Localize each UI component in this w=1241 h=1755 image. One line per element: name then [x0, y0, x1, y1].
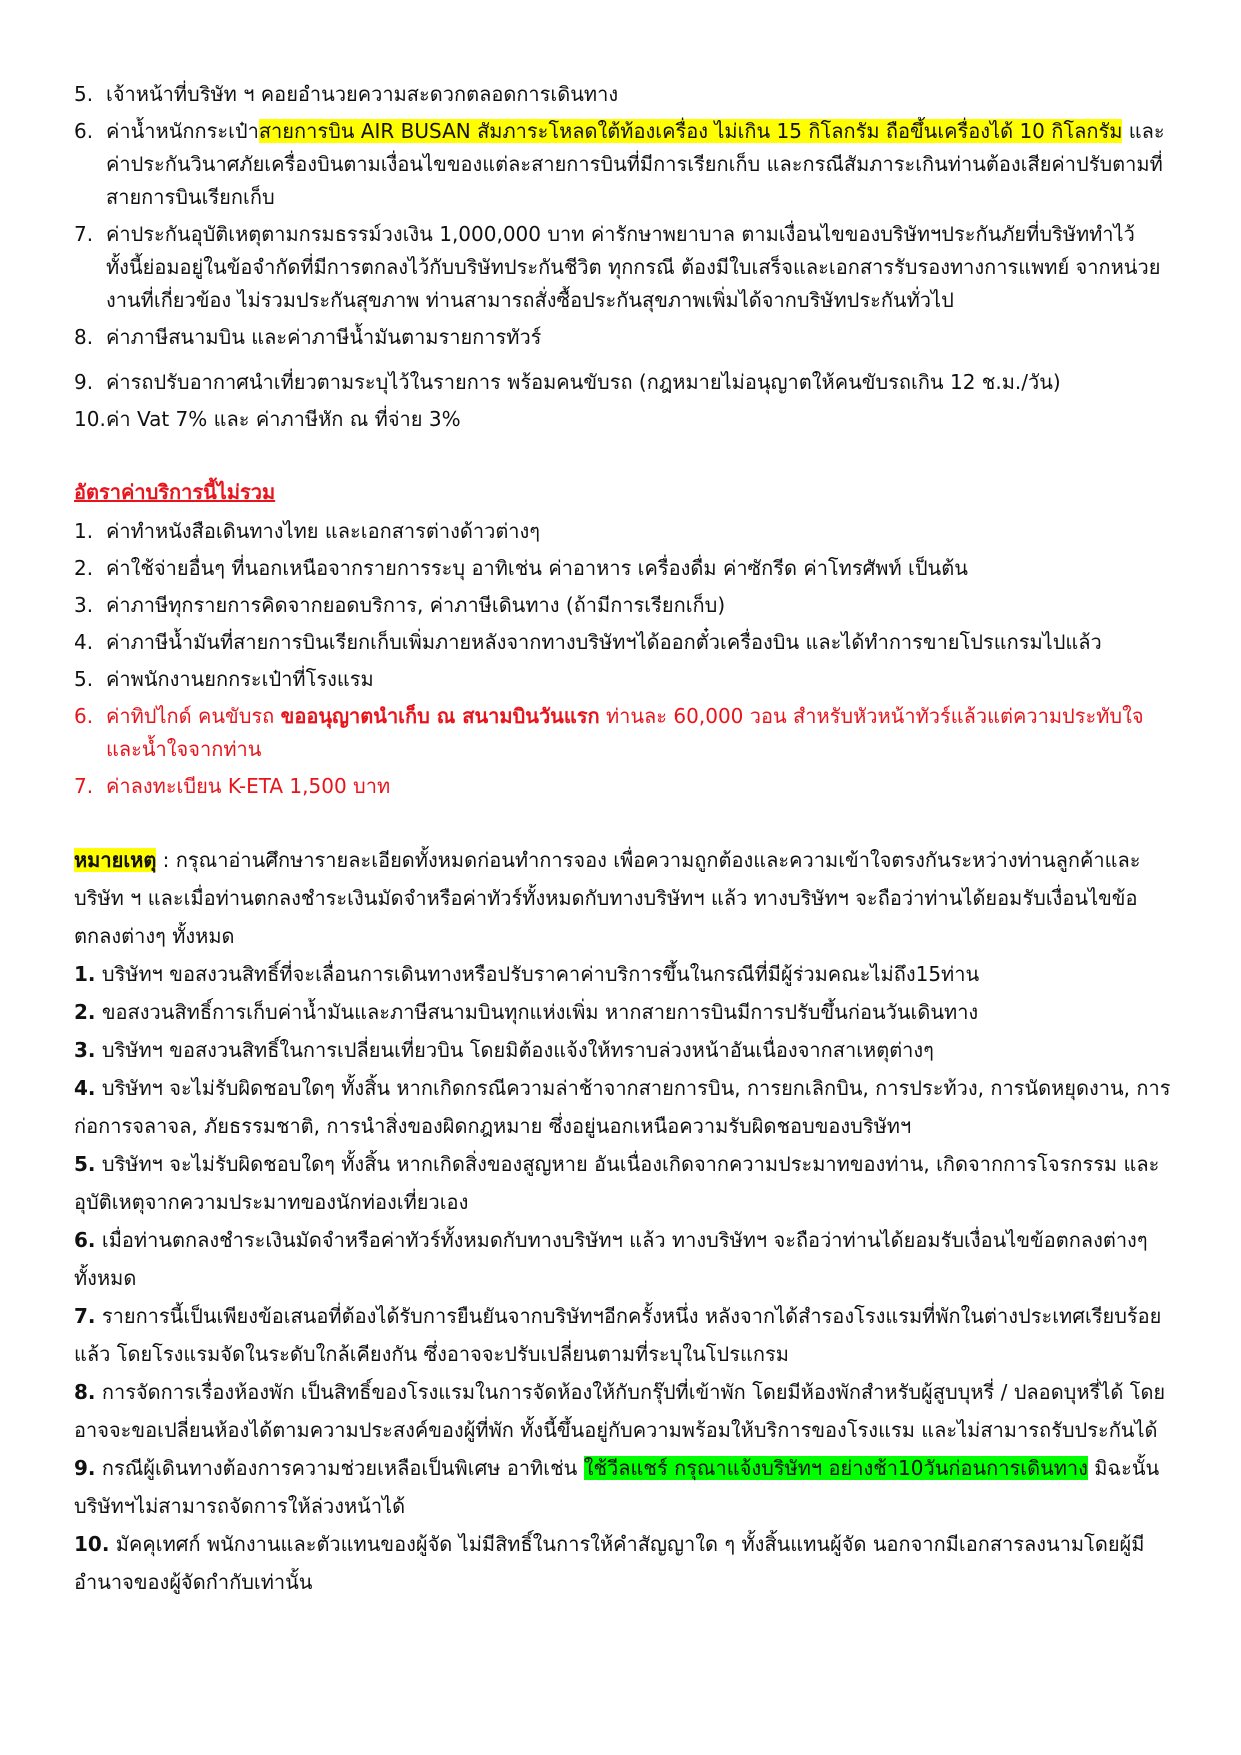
- note-item: 3. บริษัทฯ ขอสงวนสิทธิ์ในการเปลี่ยนเที่ยวบิน โดยมิต้องแจ้งให้ทราบล่วงหน้าอันเนื่องจากสาเหตุต่างๆ: [74, 1038, 934, 1062]
- note-item: 7. รายการนี้เป็นเพียงข้อเสนอที่ต้องได้รับการยืนยันจากบริษัทฯอีกครั้งหนึ่ง หลังจากได้สำรองโรงแรมที่พักในต่างประเทศเรียบร้อยแล้ว โดยโรงแรมจัดในระดับใกล้เคียงกัน ซึ่งอาจจะปรับเปลี่ยนตามที่ระบุในโปรแกรม: [74, 1304, 1162, 1366]
- note-item: 6. เมื่อท่านตกลงชำระเงินมัดจำหรือค่าทัวร์ทั้งหมดกับทางบริษัทฯ แล้ว ทางบริษัทฯ จะถือว่าท่านได้ยอมรับเงื่อนไขข้อตกลงต่างๆ ทั้งหมด: [74, 1228, 1148, 1290]
- note-item: 4. บริษัทฯ จะไม่รับผิดชอบใดๆ ทั้งสิ้น หากเกิดกรณีความล่าช้าจากสายการบิน, การยกเลิกบิน, การประท้วง, การนัดหยุดงาน, การก่อการจลาจล, ภัยธรรมชาติ, การนำสิ่งของผิดกฎหมาย ซึ่งอยู่นอกเหนือความรับผิดชอบของบริษัทฯ: [74, 1076, 1171, 1138]
- excluded-section-title: อัตราค่าบริการนี้ไม่รวม: [74, 480, 276, 504]
- list-item: 9. ค่ารถปรับอากาศนำเที่ยวตามระบุไว้ในรายการ พร้อมคนขับรถ (กฎหมายไม่อนุญาตให้คนขับรถเกิน 12 ช.ม./วัน): [74, 370, 1061, 394]
- list-item: 1. ค่าทำหนังสือเดินทางไทย และเอกสารต่างด้าวต่างๆ: [74, 519, 541, 543]
- list-item: 7. ค่าลงทะเบียน K-ETA 1,500 บาท: [74, 774, 391, 798]
- note-item: 10. มัคคุเทศก์ พนักงานและตัวแทนของผู้จัด ไม่มีสิทธิ์ในการให้คำสัญญาใด ๆ ทั้งสิ้นแทนผู้จัด นอกจากมีเอกสารลงนามโดยผู้มีอำนาจของผู้จัดกำกับเท่านั้น: [74, 1532, 1145, 1594]
- list-item: 7. ค่าประกันอุบัติเหตุตามกรมธรรม์วงเงิน 1,000,000 บาท ค่ารักษาพยาบาล ตามเงื่อนไขของบริษัทฯประกันภัยที่บริษัททำไว้ ทั้งนี้ย่อมอยู่ในข้อจำกัดที่มีการตกลงไว้กับบริษัทประกันชีวิต ทุกกรณี ต้องมีใบเสร็จและเอกสารรับรองทางการแพทย์ จากหน่วยงานที่เกี่ยวข้อง ไม่รวมประกันสุขภาพ ท่านสามารถสั่งซื้อประกันสุขภาพเพิ่มได้จากบริษัทประกันทั่วไป: [74, 222, 1161, 312]
- list-item: 2. ค่าใช้จ่ายอื่นๆ ที่นอกเหนือจากรายการระบุ อาทิเช่น ค่าอาหาร เครื่องดื่ม ค่าซักรีด ค่าโทรศัพท์ เป็นต้น: [74, 556, 968, 580]
- notes-label: หมายเหตุ: [74, 848, 157, 872]
- list-item: 5. ค่าพนักงานยกกระเป๋าที่โรงแรม: [74, 667, 374, 691]
- excluded-list: [74, 515, 1171, 803]
- notes-intro: หมายเหตุ : กรุณาอ่านศึกษารายละเอียดทั้งหมดก่อนทำการจอง เพื่อความถูกต้องและความเข้าใจตรงกันระหว่างท่านลูกค้าและบริษัท ฯ และเมื่อท่านตกลงชำระเงินมัดจำหรือค่าทัวร์ทั้งหมดกับทางบริษัทฯ แล้ว ทางบริษัทฯ จะถือว่าท่านได้ยอมรับเงื่อนไขข้อตกลงต่างๆ ทั้งหมด: [74, 848, 1141, 948]
- list-item: 10. ค่า Vat 7% และ ค่าภาษีหัก ณ ที่จ่าย 3%: [74, 407, 461, 431]
- note-item: 1. บริษัทฯ ขอสงวนสิทธิ์ที่จะเลื่อนการเดินทางหรือปรับราคาค่าบริการขึ้นในกรณีที่มีผู้ร่วมคณะไม่ถึง15ท่าน: [74, 962, 980, 986]
- list-item: 4. ค่าภาษีน้ำมันที่สายการบินเรียกเก็บเพิ่มภายหลังจากทางบริษัทฯได้ออกตั๋วเครื่องบิน และได้ทำการขายโปรแกรมไปแล้ว: [74, 630, 1102, 654]
- list-item: 6. ค่าน้ำหนักกระเป๋าสายการบิน AIR BUSAN สัมภาระโหลดใต้ท้องเครื่อง ไม่เกิน 15 กิโลกรัม ถือขึ้นเครื่องได้ 10 กิโลกรัม และค่าประกันวินาศภัยเครื่องบินตามเงื่อนไขของแต่ละสายการบินที่มีการเรียกเก็บ และกรณีสัมภาระเกินท่านต้องเสียค่าปรับตามที่สายการบินเรียกเก็บ: [74, 119, 1165, 209]
- yellow-highlight: สายการบิน AIR BUSAN สัมภาระโหลดใต้ท้องเครื่อง ไม่เกิน 15 กิโลกรัม ถือขึ้นเครื่องได้ 10 กิโลกรัม: [258, 119, 1123, 143]
- list-item: 3. ค่าภาษีทุกรายการคิดจากยอดบริการ, ค่าภาษีเดินทาง (ถ้ามีการเรียกเก็บ): [74, 593, 726, 617]
- list-item: 5. เจ้าหน้าที่บริษัท ฯ คอยอำนวยความสะดวกตลอดการเดินทาง: [74, 82, 619, 106]
- note-item: 9. กรณีผู้เดินทางต้องการความช่วยเหลือเป็นพิเศษ อาทิเช่น ใช้วีลแชร์ กรุณาแจ้งบริษัทฯ อย่างช้า10วันก่อนการเดินทาง มิฉะนั้นบริษัทฯไม่สามารถจัดการให้ล่วงหน้าได้: [74, 1456, 1160, 1518]
- note-item: 8. การจัดการเรื่องห้องพัก เป็นสิทธิ์ของโรงแรมในการจัดห้องให้กับกรุ๊ปที่เข้าพัก โดยมีห้องพักสำหรับผู้สูบบุหรี่ / ปลอดบุหรี่ได้ โดยอาจจะขอเปลี่ยนห้องได้ตามความประสงค์ของผู้ที่พัก ทั้งนี้ขึ้นอยู่กับความพร้อมให้บริการของโรงแรม และไม่สามารถรับประกันได้: [74, 1380, 1166, 1442]
- included-list: [74, 78, 1171, 436]
- note-item: 5. บริษัทฯ จะไม่รับผิดชอบใดๆ ทั้งสิ้น หากเกิดสิ่งของสูญหาย อันเนื่องเกิดจากความประมาทของท่าน, เกิดจากการโจรกรรม และอุบัติเหตุจากความประมาทของนักท่องเที่ยวเอง: [74, 1152, 1160, 1214]
- list-item: 8. ค่าภาษีสนามบิน และค่าภาษีน้ำมันตามรายการทัวร์: [74, 325, 542, 349]
- list-item: 6. ค่าทิปไกด์ คนขับรถ ขออนุญาตนำเก็บ ณ สนามบินวันแรก ท่านละ 60,000 วอน สำหรับหัวหน้าทัวร์แล้วแต่ความประทับใจและน้ำใจจากท่าน: [74, 704, 1144, 761]
- note-item: 2. ขอสงวนสิทธิ์การเก็บค่าน้ำมันและภาษีสนามบินทุกแห่งเพิ่ม หากสายการบินมีการปรับขึ้นก่อนวันเดินทาง: [74, 1000, 979, 1024]
- green-highlight: ใช้วีลแชร์ กรุณาแจ้งบริษัทฯ อย่างช้า10วันก่อนการเดินทาง: [583, 1456, 1088, 1480]
- notes-section: [74, 841, 1171, 1601]
